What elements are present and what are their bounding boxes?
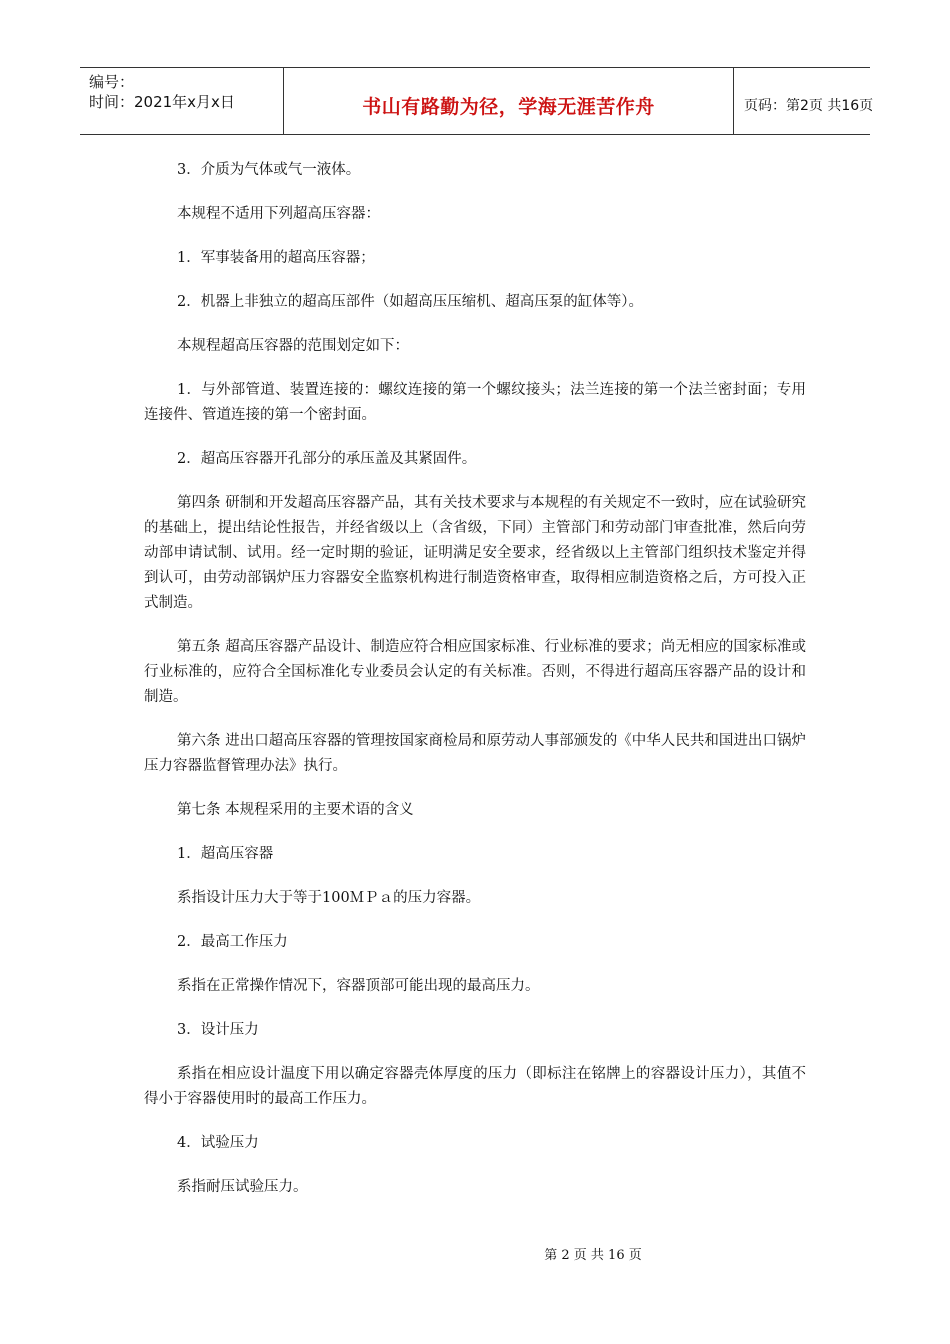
term-definition: 系指设计压力大于等于100ＭＰａ的压力容器。 (177, 890, 481, 906)
article-7-heading: 第七条 本规程采用的主要术语的含义 (177, 802, 414, 818)
term-definition: 系指耐压试验压力。 (177, 1179, 308, 1195)
term-heading: 3．设计压力 (177, 1022, 259, 1038)
article-6-paragraph: 第六条 进出口超高压容器的管理按国家商检局和原劳动人事部颁发的《中华人民共和国进出口锅炉压力容器监督管理办法》执行。 (144, 733, 806, 774)
header-page-cell (734, 68, 874, 134)
term-heading: 4．试验压力 (177, 1135, 259, 1151)
footer-page-number: 第 2 页 共 16 页 (544, 1248, 642, 1263)
paragraph: 1．军事装备用的超高压容器； (177, 250, 375, 266)
term-heading: 2．最高工作压力 (177, 934, 288, 950)
paragraph: 2．机器上非独立的超高压部件（如超高压压缩机、超高压泵的缸体等）。 (177, 294, 643, 310)
page-footer (0, 1244, 950, 1263)
header-motto: 书山有路勤为径，学海无涯苦作舟 (362, 95, 655, 118)
term-definition: 系指在相应设计温度下用以确定容器壳体厚度的压力（即标注在铭牌上的容器设计压力），其值不得小于容器使用时的最高工作压力。 (144, 1066, 806, 1107)
document-time-label: 时间：2021年x月x日 (89, 93, 235, 111)
document-body (144, 158, 806, 1219)
article-5-paragraph: 第五条 超高压容器产品设计、制造应符合相应国家标准、行业标准的要求；尚无相应的国家标准或行业标准的，应符合全国标准化专业委员会认定的有关标准。否则，不得进行超高压容器产品的设计和制造。 (144, 639, 806, 705)
paragraph: 本规程超高压容器的范围划定如下： (177, 338, 409, 354)
header-page-info: 页码：第2页 共16页 (744, 98, 874, 114)
paragraph: 1．与外部管道、装置连接的：螺纹连接的第一个螺纹接头；法兰连接的第一个法兰密封面；专用连接件、管道连接的第一个密封面。 (144, 382, 806, 423)
paragraph: 2．超高压容器开孔部分的承压盖及其紧固件。 (177, 451, 477, 467)
paragraph: 3．介质为气体或气一液体。 (177, 162, 361, 178)
paragraph: 本规程不适用下列超高压容器： (177, 206, 380, 222)
header-info-cell (80, 68, 283, 134)
term-heading: 1．超高压容器 (177, 846, 274, 862)
term-definition: 系指在正常操作情况下，容器顶部可能出现的最高压力。 (177, 978, 540, 994)
document-number-label: 编号： (89, 73, 135, 91)
page-header (80, 67, 874, 135)
header-motto-cell (283, 68, 734, 134)
article-4-paragraph: 第四条 研制和开发超高压容器产品，其有关技术要求与本规程的有关规定不一致时，应在试验研究的基础上，提出结论性报告，并经省级以上（含省级，下同）主管部门和劳动部门审查批准，然后向劳动部申请试制、试用。经一定时期的验证，证明满足安全要求，经省级以上主管部门组织技术鉴定并得到认可，由劳动部锅炉压力容器安全监察机构进行制造资格审查，取得相应制造资格之后，方可投入正式制造。 (144, 495, 806, 611)
